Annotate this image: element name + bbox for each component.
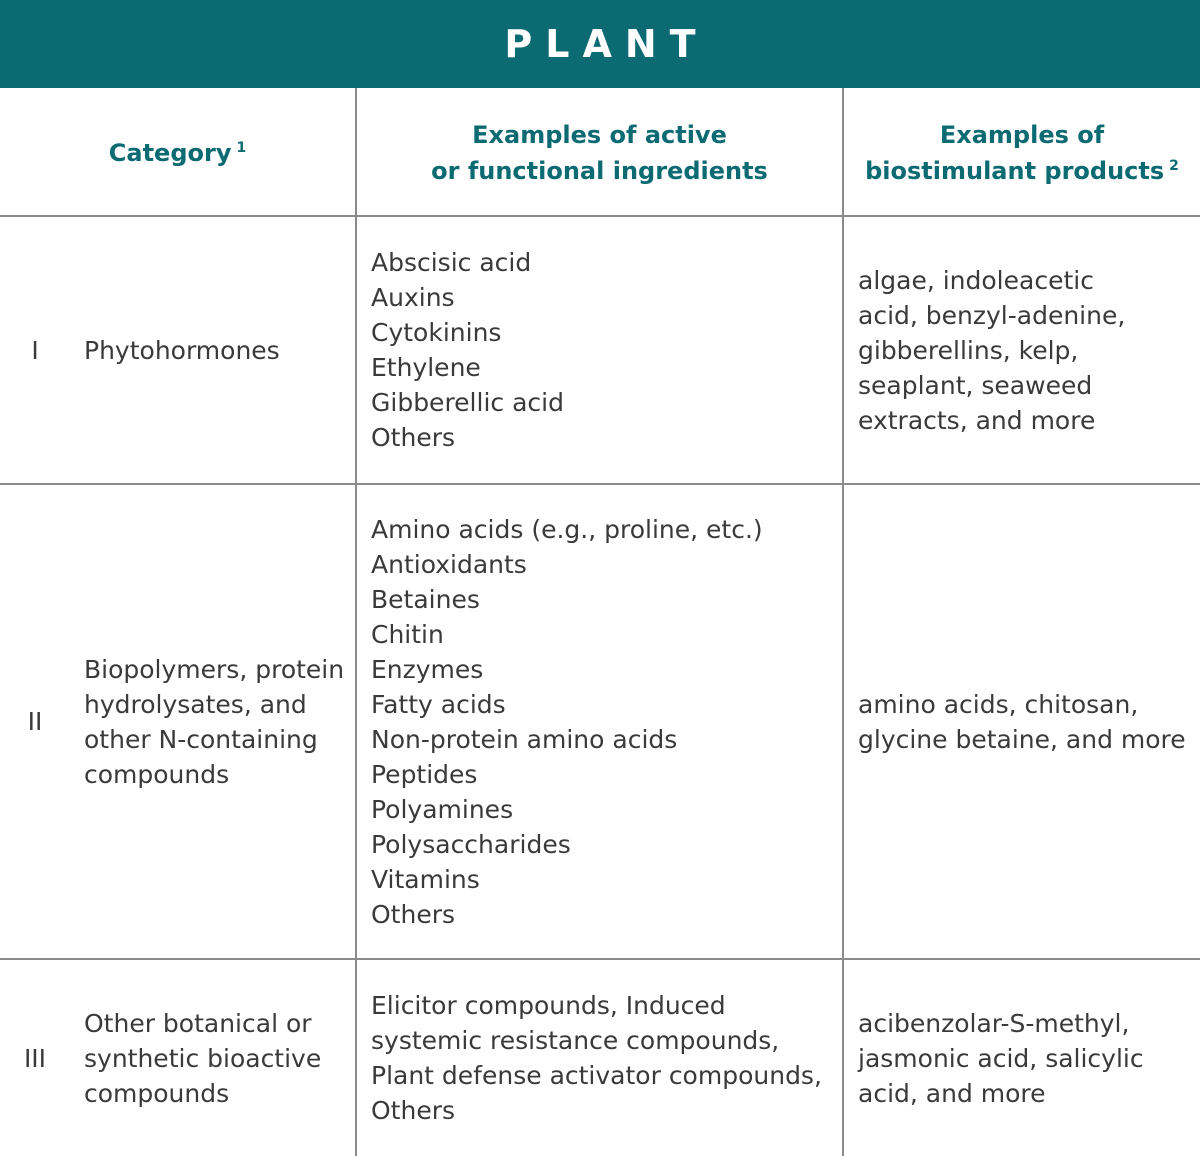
row-2-category-line: hydrolysates, and	[84, 689, 307, 719]
row-1-numeral: I	[31, 335, 39, 365]
row-1-ingredients	[371, 217, 841, 483]
ingredient-item: Vitamins	[371, 864, 480, 894]
header-products-line1: Examples of	[939, 120, 1105, 149]
product-line: seaplant, seaweed	[858, 370, 1093, 400]
ingredient-item: Gibberellic acid	[371, 388, 564, 417]
ingredient-item: Antioxidants	[371, 549, 527, 579]
ingredient-item: Non-protein amino acids	[371, 724, 678, 754]
row-3-numeral: III	[23, 1043, 47, 1073]
row-2-numeral: II	[27, 707, 43, 736]
ingredient-item: Fatty acids	[371, 689, 506, 719]
row-3-category-line: compounds	[84, 1078, 230, 1108]
ingredient-item: Others	[371, 899, 456, 929]
row-1-products	[858, 217, 1198, 483]
product-line: glycine betaine, and more	[858, 724, 1186, 754]
row-2-ingredients	[371, 485, 841, 958]
header-ingredients	[357, 90, 842, 215]
ingredient-item: Abscisic acid	[371, 248, 532, 277]
ingredient-item: Polysaccharides	[371, 829, 571, 859]
row-3-category-line: synthetic bioactive	[84, 1043, 322, 1073]
header-ingredients-line2: or functional ingredients	[431, 156, 768, 185]
header-products-line2: biostimulant products	[865, 156, 1165, 185]
ingredient-item: Others	[371, 423, 456, 452]
row-3-category-line: Other botanical or	[84, 1008, 312, 1038]
row-2-category-line: compounds	[84, 759, 230, 789]
ingredient-item: Ethylene	[371, 353, 481, 382]
product-line: gibberellins, kelp,	[858, 335, 1079, 365]
product-line: amino acids, chitosan,	[858, 689, 1139, 719]
product-line: acid, and more	[858, 1078, 1046, 1108]
ingredient-item: Peptides	[371, 759, 478, 789]
product-line: acibenzolar-S-methyl,	[858, 1008, 1130, 1038]
row-3-products	[858, 960, 1198, 1156]
row-1-category	[84, 217, 354, 483]
row-3-category	[84, 960, 354, 1156]
ingredient-item: Cytokinins	[371, 318, 502, 347]
column-divider-2	[842, 88, 844, 1156]
row-1-category-line: Phytohormones	[84, 335, 280, 365]
ingredient-item: Betaines	[371, 584, 480, 614]
product-line: jasmonic acid, salicylic	[858, 1043, 1144, 1073]
ingredient-item: Elicitor compounds, Induced	[371, 991, 726, 1020]
row-2-products	[858, 485, 1198, 958]
header-ingredients-line1: Examples of active	[472, 120, 727, 149]
product-line: extracts, and more	[858, 405, 1096, 435]
ingredient-item: Plant defense activator compounds,	[371, 1061, 822, 1090]
header-products	[844, 90, 1200, 215]
row-2-category-line: other N-containing	[84, 724, 318, 754]
row-2-category-line: Biopolymers, protein	[84, 654, 345, 684]
ingredient-item: Auxins	[371, 283, 455, 312]
header-category-label: Category	[108, 138, 232, 167]
table-title: PLANT	[504, 22, 709, 66]
column-divider-1	[355, 88, 357, 1156]
ingredient-item: Others	[371, 1096, 456, 1125]
table-title-banner	[0, 0, 1200, 88]
header-category-footnote: 1	[236, 139, 247, 156]
ingredient-item: Enzymes	[371, 654, 484, 684]
ingredient-item: systemic resistance compounds,	[371, 1026, 780, 1055]
header-products-footnote: 2	[1169, 157, 1179, 174]
row-3-ingredients	[371, 960, 841, 1156]
header-category	[0, 90, 355, 215]
ingredient-item: Chitin	[371, 619, 444, 649]
ingredient-item: Polyamines	[371, 794, 514, 824]
row-2-category	[84, 485, 354, 958]
ingredient-item: Amino acids (e.g., proline, etc.)	[371, 514, 763, 544]
product-line: acid, benzyl-adenine,	[858, 300, 1126, 330]
product-line: algae, indoleacetic	[858, 265, 1094, 295]
